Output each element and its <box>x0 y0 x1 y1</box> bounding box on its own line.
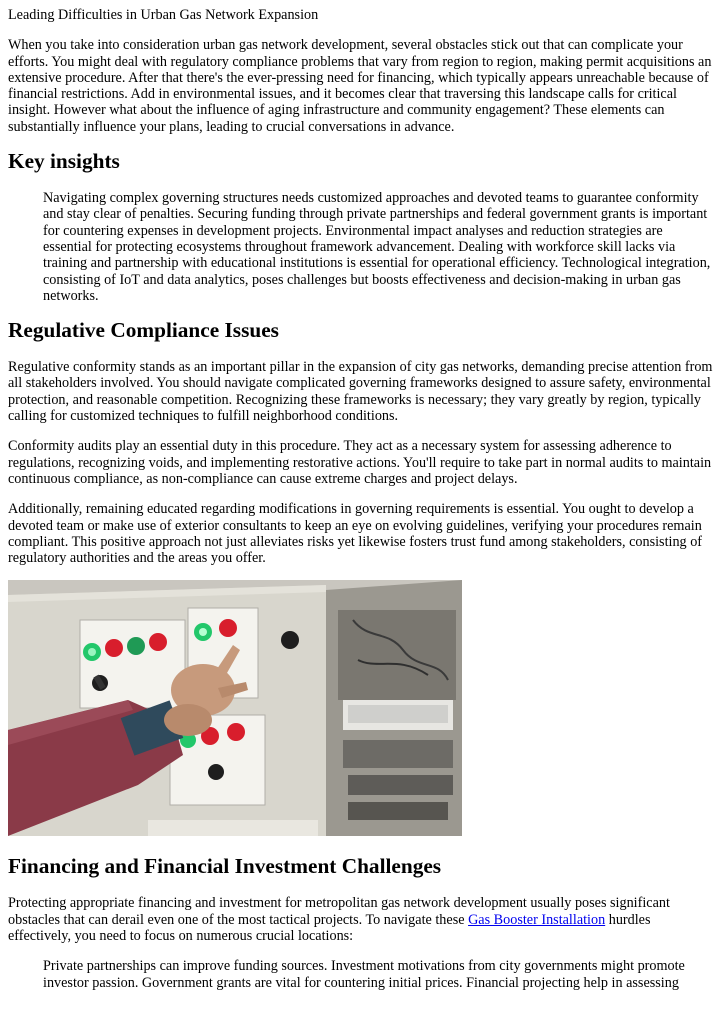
document-title: Leading Difficulties in Urban Gas Network Expansion <box>8 7 319 23</box>
financing-quote: Private partnerships can improve funding sources. Investment motivations from city governments might promote investor passion. Government grants are vital for countering initial prices. Financial projecting help in assessing <box>43 958 685 991</box>
heading-financing: Financing and Financial Investment Challenges <box>8 854 442 879</box>
heading-regulative-compliance: Regulative Compliance Issues <box>8 318 279 343</box>
heading-key-insights: Key insights <box>8 149 120 174</box>
key-insights-quote: Navigating complex governing structures needs customized approaches and devoted teams to guarantee conformity and stay clear of penalties. Securing funding through private partnerships and federal government grants is important for countering expenses in development projects. Environmental impact analyses and reduction strategies are essential for protecting ecosystems throughout framework advancement. Dealing with workforce skill lacks via training and partnership with educational institutions is essential for operational efficiency. Technological integration, consisting of IoT and data analytics, poses challenges but boosts effectiveness and decision-making in urban gas networks. <box>43 190 711 304</box>
financing-text-after-link: hurdles effectively, you need to focus on numerous crucial locations: <box>8 911 651 945</box>
financing-text-before-link: Protecting appropriate financing and investment for metropolitan gas network development usually poses significant obstacles that can derail even one of the most tactical projects. To navigate these <box>8 895 670 928</box>
control-panel-photo <box>8 580 462 836</box>
intro-paragraph: When you take into consideration urban gas network development, several obstacles stick out that can complicate your efforts. You might deal with regulatory compliance problems that vary from region to region, making permit acquisitions an extensive procedure. After that there's the ever-pressing need for financing, which typically appears unreachable because of financial restrictions. Add in environmental issues, and it becomes clear that traversing this landscape calls for critical insight. However what about the influence of aging infrastructure and community engagement? These elements can substantially influence your plans, leading to crucial conversations in advance. <box>8 37 712 135</box>
regulative-paragraph-3: Additionally, remaining educated regarding modifications in governing requirements is essential. You ought to develop a devoted team or make use of exterior consultants to keep an eye on evolving guidelines, verifying your procedures remain compliant. This positive approach not just alleviates risks yet likewise fosters trust fund among stakeholders, consisting of regulatory authorities and the areas you offer. <box>8 501 703 567</box>
regulative-paragraph-2: Conformity audits play an essential duty in this procedure. They act as a necessary system for assessing adherence to regulations, recognizing voids, and implementing restorative actions. You'll require to take part in normal audits to maintain continuous compliance, as non-compliance can cause extreme charges and project delays. <box>8 438 712 487</box>
article <box>8 7 713 1005</box>
gas-booster-installation-link[interactable]: Gas Booster Installation <box>468 911 606 928</box>
regulative-paragraph-1: Regulative conformity stands as an important pillar in the expansion of city gas networks, demanding precise attention from all stakeholders involved. You should navigate complicated governing frameworks designed to assure safety, environmental protection, and reasonable competition. Recognizing these frameworks is necessary; they vary greatly by region, typically calling for customized techniques to fulfill neighborhood conditions. <box>8 359 713 425</box>
financing-paragraph <box>8 895 713 944</box>
